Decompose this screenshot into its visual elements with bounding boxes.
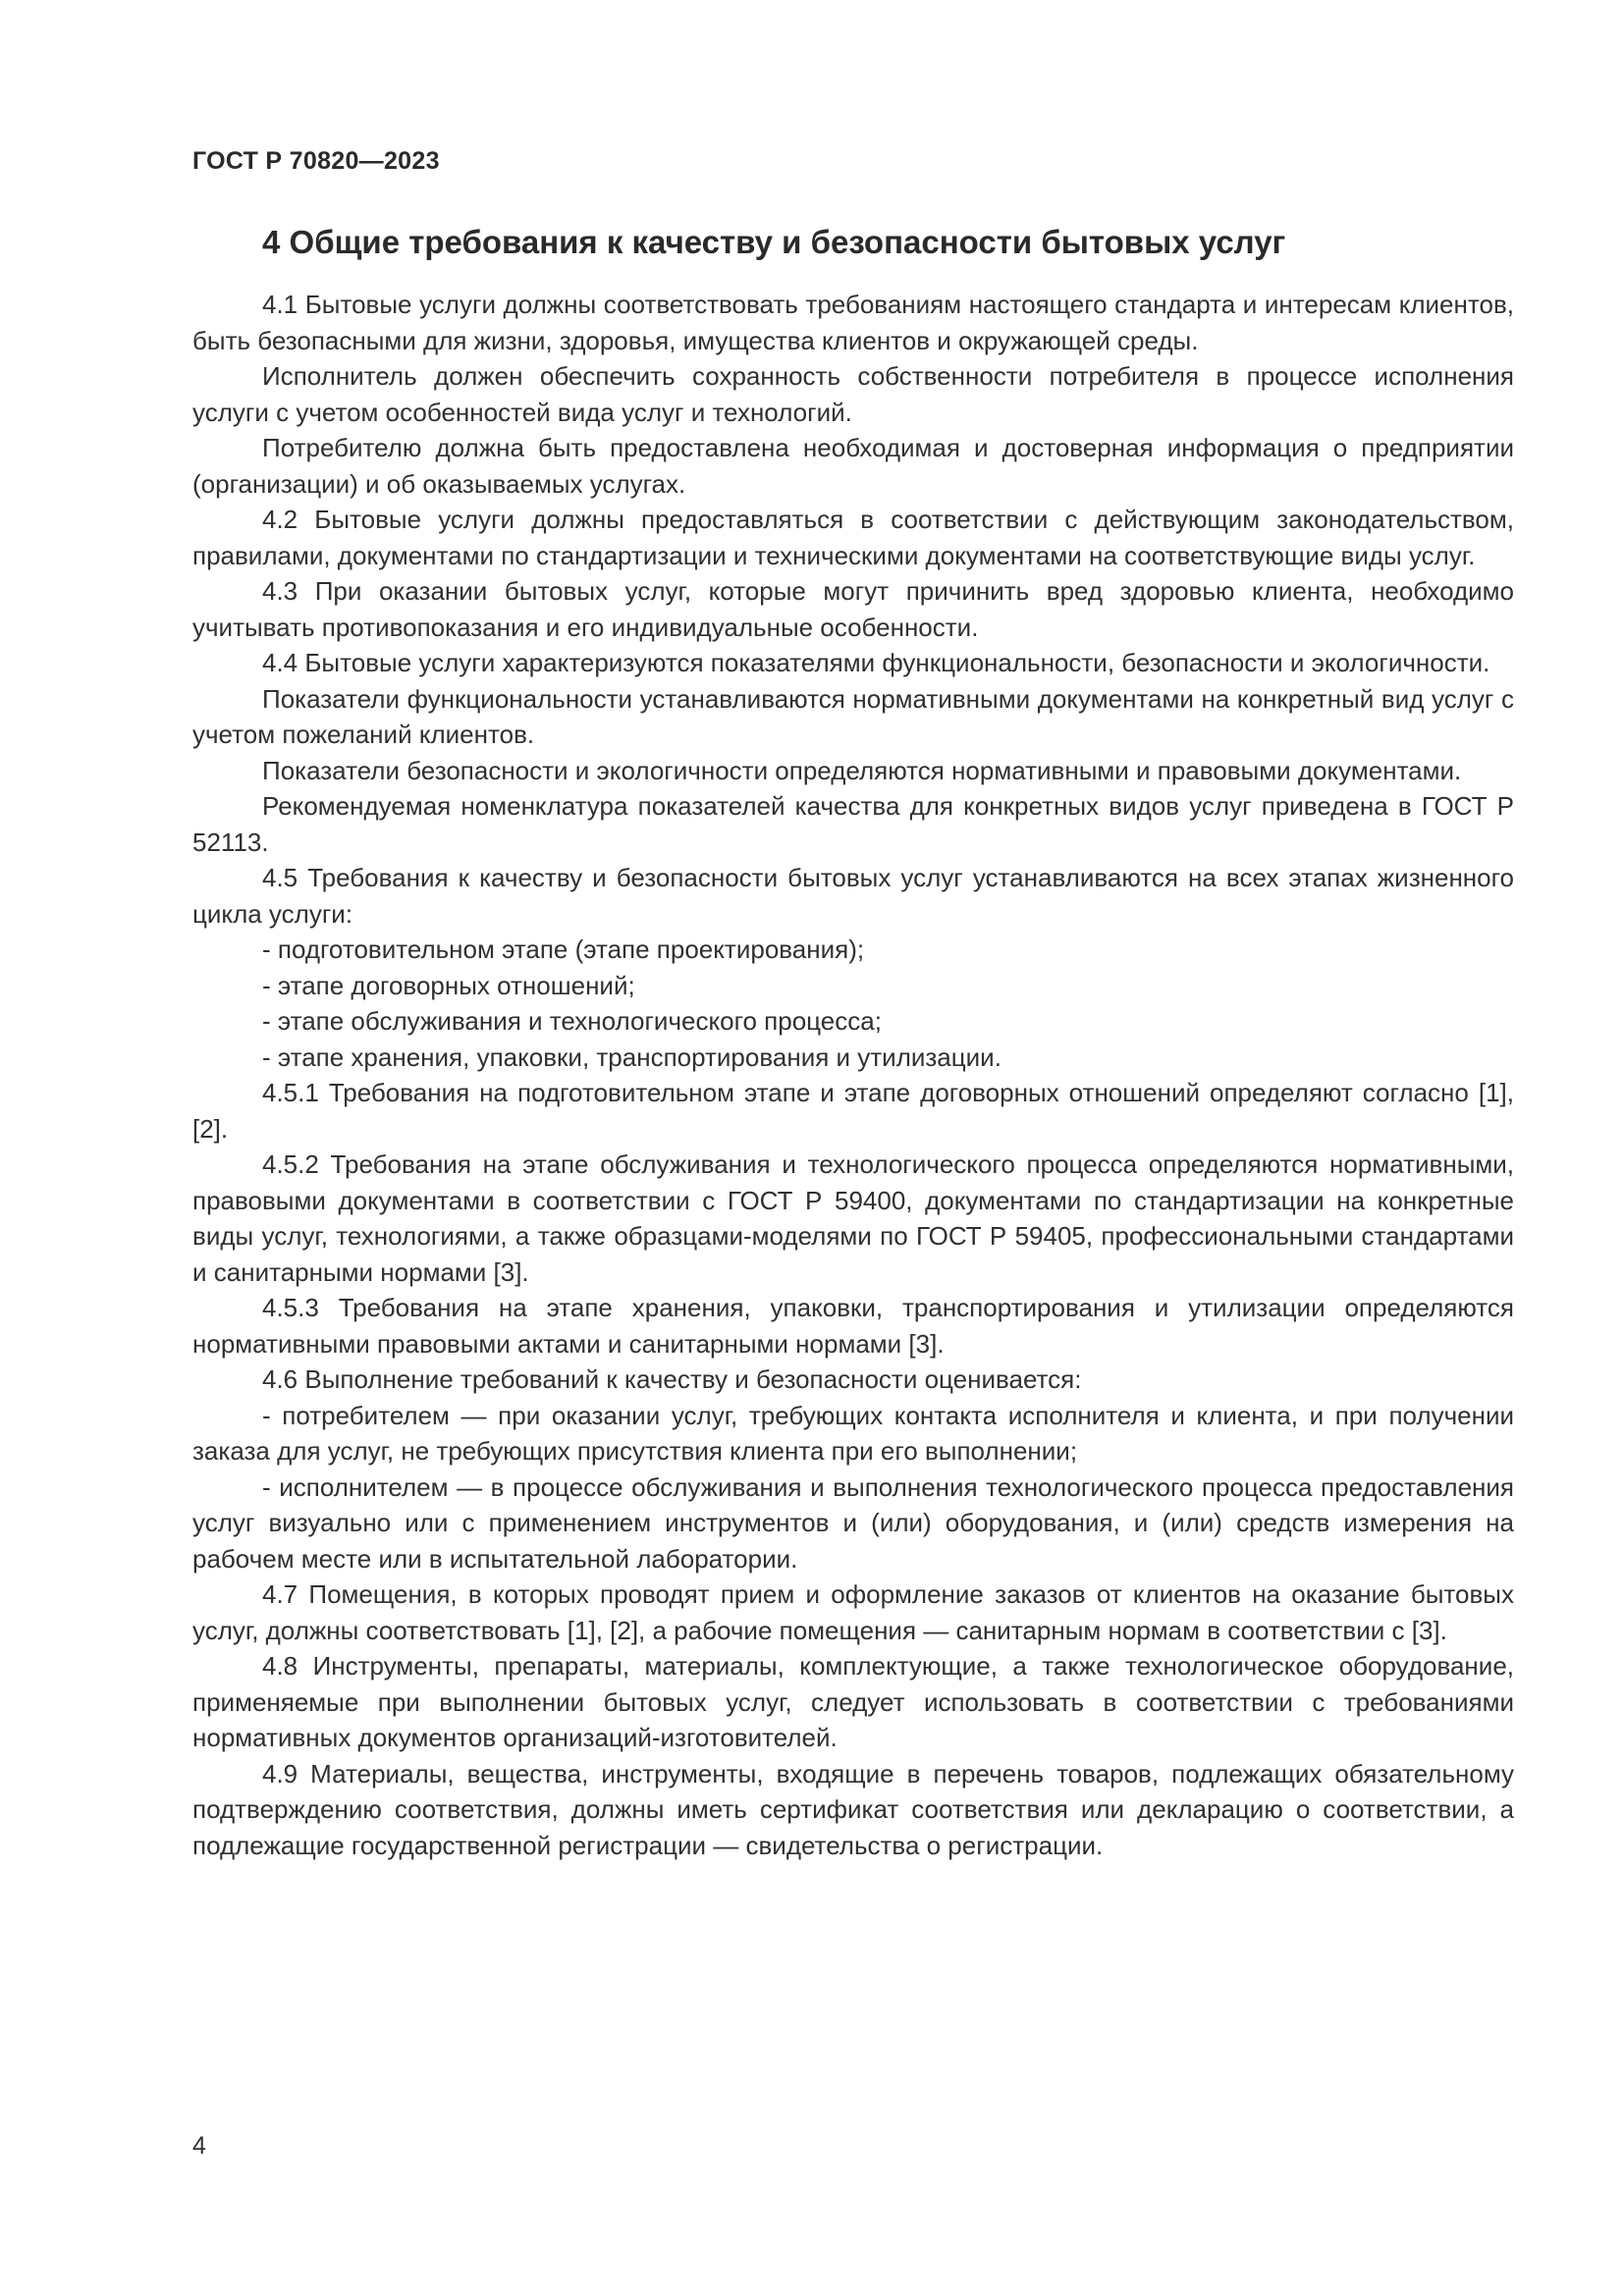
paragraph-4-5: 4.5 Требования к качеству и безопасности бытовых услуг устанавливаются на всех этапах жизненного цикла услуги: [192,863,1514,929]
list-item: - этапе договорных отношений; [262,970,635,1000]
list-item: - этапе обслуживания и технологического процесса; [262,1006,882,1036]
paragraph-nomenclature: Рекомендуемая номенклатура показателей качества для конкретных видов услуг приведена в ГОСТ Р 52113. [192,791,1514,857]
paragraph-consumer-info: Потребителю должна быть предоставлена необходимая и достоверная информация о предприятии (организации) и об оказываемых услугах. [192,433,1514,499]
paragraph-4-6: 4.6 Выполнение требований к качеству и безопасности оценивается: [262,1364,1082,1394]
paragraph-4-9: 4.9 Материалы, вещества, инструменты, входящие в перечень товаров, подлежащих обязательному подтверждению соответствия, должны иметь сертификат соответствия или декларацию о соответствии, а подлежащие государственной регистрации — свидетельства о регистрации. [192,1758,1514,1860]
paragraph-4-5-3: 4.5.3 Требования на этапе хранения, упаковки, транспортирования и утилизации определяются нормативными правовыми актами и санитарными нормами [3]. [192,1293,1514,1359]
paragraph-executor: Исполнитель должен обеспечить сохранность собственности потребителя в процессе исполнения услуги с учетом особенностей вида услуг и технологий. [192,361,1514,427]
list-item: - потребителем — при оказании услуг, требующих контакта исполнителя и клиента, и при получении заказа для услуг, не требующих присутствия клиента при его выполнении; [192,1400,1514,1466]
paragraph-safety: Показатели безопасности и экологичности определяются нормативными и правовыми документами. [262,755,1462,785]
paragraph-4-4: 4.4 Бытовые услуги характеризуются показателями функциональности, безопасности и экологичности. [262,648,1490,677]
paragraph-4-3: 4.3 При оказании бытовых услуг, которые могут причинить вред здоровью клиента, необходимо учитывать противопоказания и его индивидуальные особенности. [192,576,1514,642]
paragraph-4-8: 4.8 Инструменты, препараты, материалы, комплектующие, а также технологическое оборудование, применяемые при выполнении бытовых услуг, следует использовать в соответствии с требованиями нормативных документов организаций-изготовителей. [192,1651,1514,1752]
paragraph-4-5-1: 4.5.1 Требования на подготовительном этапе и этапе договорных отношений определяют согласно [1], [2]. [192,1078,1514,1144]
list-item: - этапе хранения, упаковки, транспортирования и утилизации. [262,1041,1001,1072]
paragraph-functionality: Показатели функциональности устанавливаются нормативными документами на конкретный вид услуг с учетом пожеланий клиентов. [192,683,1514,749]
section-body [192,287,1514,1863]
paragraph-4-7: 4.7 Помещения, в которых проводят прием и оформление заказов от клиентов на оказание бытовых услуг, должны соответствовать [1], [2], а рабочие помещения — санитарным нормам в соответствии с [3]. [192,1579,1514,1645]
list-item: - исполнителем — в процессе обслуживания и выполнения технологического процесса предоставления услуг визуально или с применением инструментов и (или) оборудования, и (или) средств измерения на рабочем месте или в испытательной лаборатории. [192,1471,1514,1574]
section-title: 4 Общие требования к качеству и безопасности бытовых услуг [262,224,1286,260]
paragraph-4-1: 4.1 Бытовые услуги должны соответствовать требованиям настоящего стандарта и интересам клиентов, быть безопасными для жизни, здоровья, имущества клиентов и окружающей среды. [192,290,1514,355]
paragraph-4-2: 4.2 Бытовые услуги должны предоставляться в соответствии с действующим законодательством, правилами, документами по стандартизации и техническими документами на соответствующие виды услуг. [192,505,1514,570]
document-code: ГОСТ Р 70820—2023 [192,147,440,175]
page-number: 4 [192,2132,206,2160]
list-item: - подготовительном этапе (этапе проектирования); [262,934,865,964]
paragraph-4-5-2: 4.5.2 Требования на этапе обслуживания и технологического процесса определяются нормативными, правовыми документами в соответствии с ГОСТ Р 59400, документами по стандартизации на конкретные виды услуг, технологиями, а также образцами-моделями по ГОСТ Р 59405, профессиональными стандартами и санитарными нормами [3]. [192,1149,1514,1287]
